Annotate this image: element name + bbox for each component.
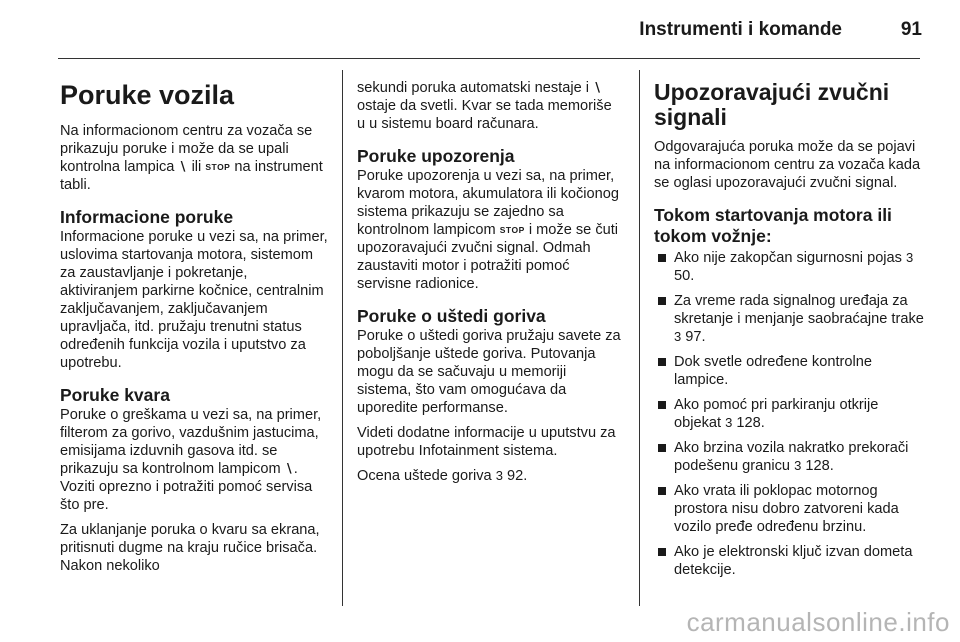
section-title-vehicle-messages: Poruke vozila (60, 80, 235, 110)
list-item: Ako pomoć pri parkiranju otkrije objekat 3 128. (654, 396, 924, 432)
fuel-economy-text: Poruke o uštedi goriva pružaju savete za poboljšanje uštede goriva. Putovanja mogu da se sačuvaju u memoriji sistema, što vam omogućava da uporedite performanse. (357, 328, 621, 416)
fault-clear-text: Za uklanjanje poruka o kvaru sa ekrana, pritisnuti dugme na kraju ručice brisača. Nakon nekoliko (60, 522, 320, 574)
section-title-warning-chimes: Upozoravajući zvučni signali (654, 79, 890, 130)
list-item: Ako vrata ili poklopac motornog prostora nisu dobro zatvoreni kada vozilo pređe određenu brzinu. (654, 482, 924, 536)
bullet-icon (658, 487, 666, 495)
chime-conditions-list (654, 249, 924, 579)
wrench-icon: ∖ (178, 159, 188, 174)
warning-messages-text: Poruke upozorenja u vezi sa, na primer, kvarom motora, akumulatora ili kočionog sistema prikazuju se zajedno sa kontrolnom lampicom STOP i može se čuti upozoravajući zvučni signal. Odmah zaustaviti motor i potražiti pomoć servisne radionice. (357, 168, 619, 292)
fuel-rating-text: Ocena uštede goriva 3 92. (357, 468, 528, 484)
header-divider (58, 58, 920, 59)
page-reference-icon: 3 (725, 415, 733, 430)
page-reference-icon: 3 (906, 250, 914, 265)
bullet-icon (658, 444, 666, 452)
intro-paragraph: Na informacionom centru za vozača se prikazuju poruke i može da se upali kontrolna lampica ∖ ili STOP na instrument tabli. (60, 123, 323, 193)
page-header (0, 0, 960, 60)
column-divider-1 (342, 70, 343, 606)
bullet-icon (658, 254, 666, 262)
fuel-infotainment-text: Videti dodatne informacije u uputstvu za upotrebu Infotainment sistema. (357, 425, 616, 459)
watermark: carmanualsonline.info (686, 607, 950, 637)
column-3 (654, 70, 924, 586)
page-reference-icon: 3 (674, 329, 682, 344)
heading-during-start: Tokom startovanja motora ili tokom vožnje: (654, 205, 892, 246)
bullet-icon (658, 548, 666, 556)
page-reference[interactable]: 128. (805, 458, 834, 474)
stop-icon: STOP (499, 225, 525, 235)
heading-info-messages: Informacione poruke (60, 207, 234, 227)
page-reference[interactable]: 97. (685, 329, 706, 345)
list-item: Ako brzina vozila nakratko prekorači podešenu granicu 3 128. (654, 439, 924, 475)
page-reference[interactable]: 50. (674, 268, 695, 284)
page-reference-icon: 3 (495, 468, 503, 483)
page-number: 91 (900, 19, 922, 40)
heading-fuel-economy: Poruke o uštedi goriva (357, 306, 546, 326)
list-item: Ako je elektronski ključ izvan dometa detekcije. (654, 543, 924, 579)
continued-paragraph: sekundi poruka automatski nestaje i ∖ ostaje da svetli. Kvar se tada memoriše u u sistemu board računara. (357, 80, 612, 132)
column-2 (357, 79, 623, 492)
chimes-intro-text: Odgovarajuća poruka može da se pojavi na informacionom centru za vozača kada se oglasi upozoravajući zvučni signal. (654, 139, 921, 191)
bullet-icon (658, 297, 666, 305)
page-reference-icon: 3 (794, 458, 802, 473)
heading-fault-messages: Poruke kvara (60, 385, 170, 405)
page-reference[interactable]: 128. (736, 415, 765, 431)
bullet-icon (658, 358, 666, 366)
list-item: Za vreme rada signalnog uređaja za skretanje i menjanje saobraćajne trake 3 97. (654, 292, 924, 346)
column-1 (60, 70, 328, 582)
wrench-icon: ∖ (593, 80, 603, 95)
header-title: Instrumenti i komande (639, 19, 842, 40)
bullet-icon (658, 401, 666, 409)
column-divider-2 (639, 70, 640, 606)
stop-icon: STOP (205, 162, 231, 172)
heading-warning-messages: Poruke upozorenja (357, 146, 515, 166)
page-reference[interactable]: 92. (507, 468, 528, 484)
fault-messages-text: Poruke o greškama u vezi sa, na primer, filterom za gorivo, vazdušnim jastucima, emisijama izduvnih gasova itd. se prikazuju sa kontrolnom lampicom ∖. Voziti oprezno i potražiti pomoć servisa što pre. (60, 407, 322, 513)
wrench-icon: ∖ (284, 461, 294, 476)
list-item: Dok svetle određene kontrolne lampice. (654, 353, 924, 389)
list-item: Ako nije zakopčan sigurnosni pojas 3 50. (654, 249, 924, 285)
info-messages-text: Informacione poruke u vezi sa, na primer, uslovima startovanja motora, sistemom za zaustavljanje i pokretanje, aktiviranjem parkirne kočnice, centralnim zaključavanjem, zaključavanjem upravljača, itd. pružaju trenutni status određenih funkcija vozila i uputstvo za upotrebu. (60, 229, 328, 371)
